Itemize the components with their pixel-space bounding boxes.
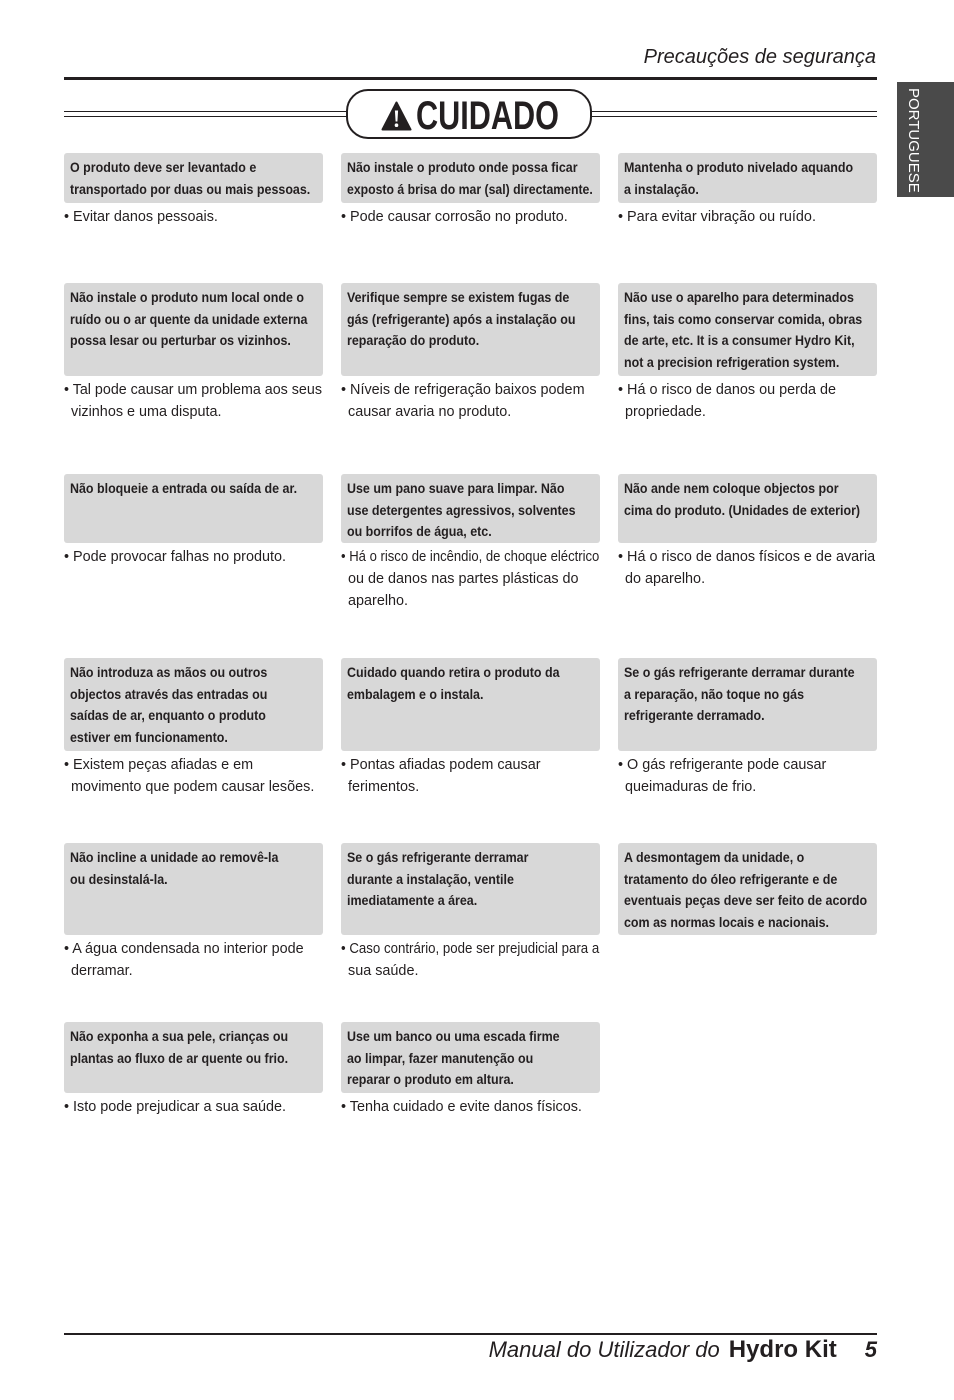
caution-consequence (64, 1096, 323, 1118)
caution-heading-line: Não ande nem coloque objectos por (624, 480, 839, 496)
caution-heading-line: Não use o aparelho para determinados (624, 289, 854, 305)
caution-heading-box (64, 474, 323, 543)
caution-heading-line: tratamento do óleo refrigerante e de (624, 870, 838, 887)
caution-heading-box (618, 153, 877, 203)
caution-heading-line: estiver em funcionamento. (70, 728, 228, 745)
caution-consequence-line: queimaduras de frio. (625, 778, 757, 795)
caution-heading-line: Se o gás refrigerante derramar durante (624, 664, 855, 680)
caution-consequence-line: • O gás refrigerante pode causar (618, 756, 827, 773)
caution-item (64, 474, 323, 568)
page-number: 5 (864, 1337, 877, 1362)
caution-heading-box (341, 283, 600, 376)
caution-heading-line: reparar o produto em altura. (347, 1071, 514, 1087)
caution-heading-line: O produto deve ser levantado e (70, 159, 257, 175)
caution-heading-box (64, 1022, 323, 1093)
caution-heading-line: gás (refrigerante) após a instalação ou (347, 310, 576, 327)
caution-consequence-line: causar avaria no produto. (348, 403, 512, 420)
caution-heading-line: reparação do produto. (347, 332, 480, 348)
caution-consequence-line: • Evitar danos pessoais. (64, 208, 218, 225)
caution-consequence (618, 379, 877, 423)
caution-consequence (341, 546, 600, 612)
caution-heading-line: Cuidado quando retira o produto da (347, 664, 560, 680)
caution-heading-line: Se o gás refrigerante derramar (347, 849, 529, 865)
title-double-rule-right (591, 111, 877, 117)
caution-heading-box (618, 474, 877, 543)
caution-heading-line: com as normas locais e nacionais. (624, 913, 829, 930)
caution-heading-box (64, 153, 323, 203)
caution-item (64, 153, 323, 228)
caution-heading-box (341, 474, 600, 543)
caution-heading-line: Mantenha o produto nivelado aquando (624, 159, 854, 175)
caution-consequence-line: • A água condensada no interior pode (64, 940, 304, 957)
caution-consequence-line: sua saúde. (348, 962, 419, 979)
caution-consequence-line: • Isto pode prejudicar a sua saúde. (64, 1098, 286, 1115)
caution-heading-box (618, 283, 877, 376)
caution-heading-box (341, 843, 600, 935)
caution-consequence (64, 206, 323, 228)
caution-heading-line: Não introduza as mãos ou outros (70, 664, 268, 680)
caution-consequence-line: • Há o risco de incêndio, de choque eléctrico (341, 548, 600, 565)
caution-item (341, 1022, 600, 1118)
caution-heading-line: transportado por duas ou mais pessoas. (70, 180, 311, 197)
caution-consequence-line: ou de danos nas partes plásticas do (348, 570, 579, 587)
caution-consequence (341, 754, 600, 798)
caution-heading-line: fins, tais como conservar comida, obras (624, 310, 863, 327)
caution-consequence-line: propriedade. (625, 403, 706, 420)
caution-item (64, 1022, 323, 1118)
caution-heading-line: Não bloqueie a entrada ou saída de ar. (70, 480, 298, 496)
caution-heading-line: Use um pano suave para limpar. Não (347, 480, 565, 496)
caution-heading-line: ruído ou o ar quente da unidade externa (70, 310, 308, 327)
caution-item (618, 843, 877, 935)
caution-heading-box (64, 283, 323, 376)
caution-consequence-line: • Caso contrário, pode ser prejudicial para a (341, 940, 600, 957)
caution-heading-line: embalagem e o instala. (347, 685, 484, 702)
caution-heading-line: plantas ao fluxo de ar quente ou frio. (70, 1049, 289, 1066)
caution-heading-line: saídas de ar, enquanto o produto (70, 707, 266, 723)
caution-item (618, 283, 877, 423)
caution-heading-line: imediatamente a área. (347, 892, 478, 908)
caution-item (64, 658, 323, 798)
caution-consequence (64, 754, 323, 798)
caution-heading-box (341, 153, 600, 203)
caution-consequence-line: • Existem peças afiadas e em (64, 756, 254, 773)
caution-consequence-line: • Tenha cuidado e evite danos físicos. (341, 1098, 582, 1115)
caution-consequence (64, 938, 323, 982)
caution-consequence-line: derramar. (71, 962, 133, 979)
caution-consequence (618, 206, 877, 228)
caution-consequence-line: do aparelho. (625, 570, 706, 587)
caution-heading-line: Use um banco ou uma escada firme (347, 1028, 560, 1044)
header-rule (64, 77, 877, 80)
caution-item (341, 843, 600, 982)
caution-heading-box (341, 1022, 600, 1093)
caution-heading-line: A desmontagem da unidade, o (624, 849, 805, 865)
caution-heading-line: use detergentes agressivos, solventes (347, 501, 576, 518)
caution-heading-line: Não instale o produto num local onde o (70, 289, 304, 305)
caution-item (618, 153, 877, 228)
caution-consequence (618, 754, 877, 798)
product-name: Hydro Kit (728, 1336, 837, 1363)
caution-consequence (341, 379, 600, 423)
caution-item (618, 658, 877, 798)
caution-heading-line: de arte, etc. It is a consumer Hydro Kit, (624, 332, 855, 348)
caution-heading-line: Não exponha a sua pele, crianças ou (70, 1028, 289, 1044)
caution-heading-line: eventuais peças deve ser feito de acordo (624, 892, 868, 908)
caution-title: CUIDADO (416, 94, 559, 138)
caution-consequence (341, 1096, 600, 1118)
caution-consequence-line: ferimentos. (348, 778, 420, 795)
caution-item (341, 153, 600, 228)
caution-heading-line: Não incline a unidade ao removê-la (70, 849, 279, 865)
caution-heading-box (341, 658, 600, 751)
caution-heading-line: a reparação, não toque no gás (624, 685, 805, 702)
caution-consequence-line: • Tal pode causar um problema aos seus (64, 381, 322, 398)
caution-consequence-line: • Há o risco de danos ou perda de (618, 381, 836, 398)
caution-heading-line: Verifique sempre se existem fugas de (347, 289, 570, 305)
section-title: Precauções de segurança (643, 46, 876, 68)
caution-title-box (346, 89, 592, 139)
caution-consequence-line: • Pode causar corrosão no produto. (341, 208, 568, 225)
caution-item (64, 283, 323, 423)
caution-consequence-line: • Para evitar vibração ou ruído. (618, 208, 816, 225)
caution-consequence-line: movimento que podem causar lesões. (71, 778, 315, 795)
title-double-rule-left (64, 111, 347, 117)
caution-heading-box (64, 843, 323, 935)
caution-heading-line: exposto á brisa do mar (sal) directamente. (347, 180, 593, 197)
caution-item (618, 474, 877, 590)
caution-heading-line: ou borrifos de água, etc. (347, 523, 492, 539)
caution-heading-line: cima do produto. (Unidades de exterior) (624, 501, 861, 518)
caution-heading-line: ou desinstalá-la. (70, 870, 168, 887)
caution-consequence (64, 546, 323, 568)
caution-heading-line: possa lesar ou perturbar os vizinhos. (70, 332, 291, 348)
caution-heading-box (618, 658, 877, 751)
caution-consequence (64, 379, 323, 423)
language-tab (897, 82, 954, 197)
warning-triangle-icon (381, 101, 412, 131)
caution-heading-box (64, 658, 323, 751)
footer-rule (64, 1333, 877, 1335)
caution-item (341, 283, 600, 423)
caution-item (64, 843, 323, 982)
caution-heading-line: refrigerante derramado. (624, 707, 765, 723)
caution-consequence (341, 206, 600, 228)
caution-consequence (341, 938, 600, 982)
caution-consequence-line: • Há o risco de danos físicos e de avaria (618, 548, 876, 565)
caution-consequence-line: • Níveis de refrigeração baixos podem (341, 381, 585, 398)
manual-label: Manual do Utilizador do (488, 1337, 720, 1362)
caution-item (341, 658, 600, 798)
caution-consequence-line: • Pode provocar falhas no produto. (64, 548, 286, 565)
caution-heading-line: objectos através das entradas ou (70, 685, 268, 702)
caution-heading-line: a instalação. (624, 180, 699, 197)
page-footer (489, 1338, 877, 1362)
caution-heading-line: Não instale o produto onde possa ficar (347, 159, 578, 175)
caution-consequence-line: vizinhos e uma disputa. (71, 403, 222, 420)
caution-item (341, 474, 600, 612)
caution-heading-line: durante a instalação, ventile (347, 870, 514, 887)
language-tab-label: PORTUGUESE (905, 88, 922, 193)
caution-consequence (618, 546, 877, 590)
caution-consequence-line: aparelho. (348, 592, 409, 609)
caution-consequence-line: • Pontas afiadas podem causar (341, 756, 541, 773)
caution-heading-line: not a precision refrigeration system. (624, 353, 840, 370)
caution-heading-box (618, 843, 877, 935)
caution-heading-line: ao limpar, fazer manutenção ou (347, 1049, 534, 1066)
